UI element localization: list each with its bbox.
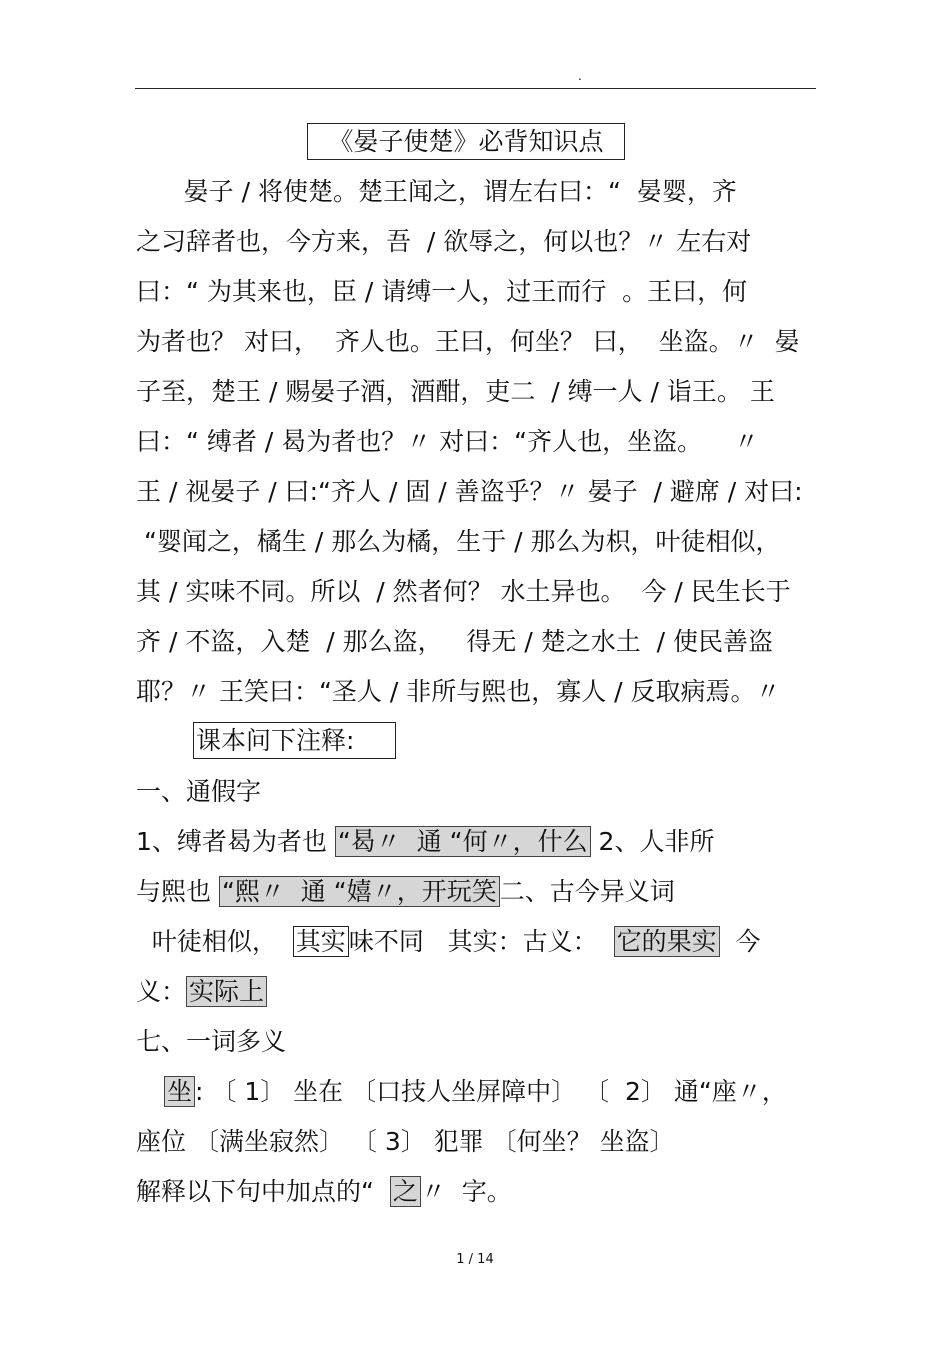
section-heading-gujin: 二、古今异义词 (499, 877, 675, 906)
explain-line (136, 1177, 512, 1207)
zuo-meanings: : 〔 1〕 坐在 〔口技人坐屏障中〕 〔 2〕 通“座〃， (195, 1077, 787, 1106)
explain-text: 解释以下句中加点的“ (136, 1177, 390, 1206)
item2-text-a: 2、人非所 (590, 827, 715, 856)
gujin-text-post: 今 (719, 927, 761, 956)
gujin-line-2 (136, 977, 267, 1007)
explain-text-post: 〃 字。 (420, 1177, 512, 1206)
gujin-text-mid: 味不同 其实：古义： (348, 927, 614, 956)
zuo-line-2: 座位 〔满坐寂然〕 〔 3〕 犯罪 〔何坐？ 坐盗〕 (136, 1127, 675, 1156)
item1-answer-box: “曷〃 通 “何〃，什么 (335, 826, 591, 857)
header-rule (135, 88, 816, 89)
section-heading-yiciduoyi: 七、一词多义 (136, 1027, 287, 1056)
passage-line: 之习辞者也，今方来，吾 / 欲辱之，何以也？〃 左右对 (136, 227, 752, 256)
item2-text-b: 与熙也 (136, 877, 219, 906)
tongjiazi-item-2 (136, 877, 675, 907)
page-title: 《晏子使楚》必背知识点 (307, 123, 625, 160)
section-heading-tongjiazi: 一、通假字 (136, 777, 262, 806)
passage-line: 耶？〃 王笑曰：“圣人 / 非所与熙也，寡人 / 反取病焉。〃 (136, 677, 781, 706)
tongjiazi-item-1 (136, 827, 714, 857)
notes-label: 课本问下注释: (193, 722, 396, 759)
passage-line: 子至，楚王 / 赐晏子酒，酒酣，吏二 / 缚一人 / 诣王。 王 (136, 377, 775, 406)
item2-answer-box: “熙〃 通 “嬉〃，开玩笑 (219, 876, 500, 907)
passage-line: 曰：“ 缚者 / 曷为者也？〃 对曰：“齐人也，坐盗。 〃 (136, 427, 759, 456)
zuo-char-box: 坐 (164, 1076, 195, 1107)
page-number: 1 / 14 (456, 1252, 494, 1267)
passage-line: 为者也？ 对曰， 齐人也。王曰，何坐？ 曰， 坐盗。〃 晏 (136, 327, 800, 356)
passage-line: 王 / 视晏子 / 曰:“齐人 / 固 / 善盗乎？〃 晏子 / 避席 / 对曰: (136, 477, 803, 506)
zuo-line-1 (164, 1077, 787, 1107)
guyi-answer-box: 它的果实 (614, 926, 720, 957)
item1-text: 1、缚者曷为者也 (136, 827, 335, 856)
jinyi-answer-box: 实际上 (186, 976, 267, 1007)
passage-line: “婴闻之，橘生 / 那么为橘，生于 / 那么为枳，叶徒相似， (136, 527, 781, 556)
qishi-box: 其实 (293, 926, 349, 957)
gujin-line-1 (136, 927, 760, 957)
zhi-char-box: 之 (390, 1176, 421, 1207)
passage-line: 曰：“ 为其来也，臣 / 请缚一人，过王而行 。王曰，何 (136, 277, 748, 306)
passage-line: 齐 / 不盗，入楚 / 那么盗， 得无 / 楚之水土 / 使民善盗 (136, 627, 774, 656)
header-dot: . (578, 69, 582, 83)
gujin-text: 叶徒相似， (136, 927, 293, 956)
passage-line: 其 / 实味不同。所以 / 然者何？ 水土异也。 今 / 民生长于 (136, 577, 791, 606)
passage-line: 晏子 / 将使楚。楚王闻之，谓左右曰：“ 晏婴，齐 (136, 177, 737, 206)
jinyi-label: 义： (136, 977, 187, 1006)
